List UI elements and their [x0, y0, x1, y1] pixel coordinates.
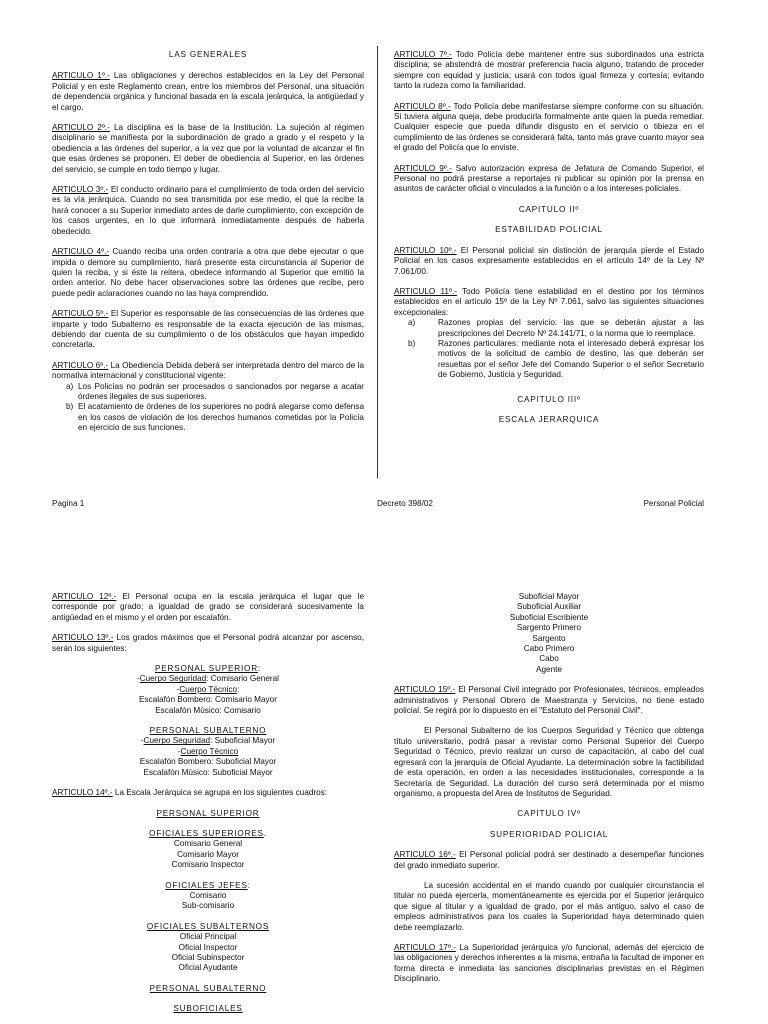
group-title-text: SUBOFICIALES	[173, 1004, 243, 1014]
article-heading: ARTICULO 16º.-	[394, 850, 456, 860]
article-11	[394, 287, 704, 318]
group-title	[52, 922, 364, 932]
article-9	[394, 164, 704, 195]
list-marker: a)	[66, 381, 74, 391]
block-title-text: PERSONAL SUBALTERNO	[149, 983, 267, 993]
rank-item: Sargento Primero	[516, 623, 582, 633]
article-6-list	[52, 382, 364, 434]
article-text: El conducto ordinario para el cumplimiento de toda orden del servicio es la vía jerárquica. Cuando no sea transmitida por ese medio, el que la recibe la hará conocer a su Superior inmediato antes de darle cumplimiento, con excepción de los casos urgentes, en lo que informará inmediatamente después de haberla obedecido.	[52, 185, 364, 236]
rank-line	[52, 674, 364, 684]
rank-item: Suboficial Mayor	[518, 592, 580, 601]
rank-item: Oficial Principal	[179, 932, 237, 942]
group-title-text: OFICIALES JEFES	[165, 880, 248, 890]
escala-jerarquica	[52, 809, 364, 1015]
article-text: Todo Policía debe manifestarse siempre conforme con su situación. Si tuviera alguna queja, debe producirla formalmente ante quien la pueda remediar. Cualquier especie que pueda difundir disgusto en el servicio o tibieza en el cumplimiento de las órdenes se considerará falta, tanto más grave cuanto mayor sea el grado del Policía que lo enviste.	[394, 101, 704, 153]
article-1	[52, 71, 364, 113]
article-text: El Superior es responsable de las consecuencias de las órdenes que imparte y todo Subalterno es responsable de la exacta ejecución de las mismas, debiendo dar cuenta de su cumplimiento o de los obstáculos que hayan impedido concretarla.	[52, 309, 364, 350]
rank-text: : Suboficial Mayor	[210, 736, 276, 746]
list-item	[52, 382, 364, 403]
block-title	[52, 809, 364, 819]
chapter-number: CAPITULO IIº	[518, 204, 580, 214]
list-text: Razones particulares: mediante nota el interesado deberá expresar los motivos de la solicitud de cambio de destino, las que deberán ser resueltas por el señor Jefe del Comando Superior o el señor Secretario de Gobierno, Justicia y Seguridad.	[438, 338, 704, 380]
article-text: El Personal policial sin distinción de jerarquía pierde el Estado Policial en los casos expresamente establecidos en el artículo 14º de la Ley Nº 7.061/00.	[394, 245, 705, 276]
article-4	[52, 247, 364, 299]
rank-item: Sargento	[532, 633, 566, 643]
rank-item: Suboficial Escribiente	[509, 612, 589, 622]
block-title	[52, 664, 364, 674]
list-item	[52, 402, 364, 433]
rank-line: Escalafón Bombero: Suboficial Mayor	[139, 757, 277, 767]
article-text: El Personal Civil integrado por Profesionales, técnicos, empleados administrativos y Personal Obrero de Maestranza y Servicios, no tiene estado policial. Se regirá por lo dispuesto en el "Estatuto del Personal Civil".	[394, 685, 704, 716]
rank-item: Comisario	[189, 890, 227, 900]
rank-item: Agente	[536, 664, 562, 674]
decree-label: Decreto 398/02	[377, 499, 433, 508]
article-heading: ARTICULO 14º.-	[52, 788, 113, 798]
article-heading: ARTICULO 6º.-	[52, 360, 109, 370]
list-text: Razones propias del servicio: las que se deberán ajustar a las prescripciones del Decreto Nº 24.141/71, o la norma que lo reemplace.	[438, 318, 704, 338]
page-footer	[52, 499, 704, 511]
article-5	[52, 309, 364, 351]
rank-text: : Comisario General	[206, 674, 279, 684]
column-divider	[377, 46, 378, 478]
article-heading: ARTICULO 2º.-	[52, 123, 110, 133]
group-title-text: OFICIALES SUPERIORES	[149, 828, 264, 838]
personal-subalterno-block	[52, 726, 364, 778]
page2-left-column	[52, 592, 364, 1015]
article-text: El Personal policial podrá ser destinado a desempeñar funciones del grado inmediato superior.	[394, 850, 704, 870]
article-15-paragraph-2: El Personal Subalterno de los Cuerpos Seguridad y Técnico que obtenga título universitario, podrá pasar a revistar como Personal Superior del Cuerpo Seguridad o Técnico, previo realizar un curso de capacitación, al cabo del cual egresará con la jerarquía de Oficial Ayudante. La determinación sobre la factibilidad de esta operación, en orden a las necesidades institucionales, corresponde a la Secretaría de Seguridad. La duración del curso será determinada por el mismo organismo, a propuesta del Area de Institutos de Seguridad.	[394, 726, 704, 798]
article-text: La Escala Jerárquica se agrupa en los siguientes cuadros:	[112, 788, 327, 798]
article-heading: ARTICULO 10º.-	[394, 245, 457, 255]
rank-item: Cabo Primero	[523, 644, 575, 654]
block-title-text: PERSONAL SUBALTERNO	[149, 726, 267, 736]
list-text: El acatamiento de órdenes de los superiores no podrá alegarse como defensa en los casos de violación de los derechos humanos cometidas por la Policía en ejercicio de sus funciones.	[78, 402, 364, 433]
article-3	[52, 185, 364, 237]
article-text: Cuando reciba una orden contraria a otra que debe ejecutar o que impida o demore su cumplimiento, hará presente esta circunstancia al Superior de quien la reciba, y si éste la reitera, obedece informando al Superior que emitió la orden anterior. No debe hacer observaciones sobre las órdenes que recibe, pero puede pedir aclaraciones cuando no las haya comprendido.	[52, 247, 364, 298]
block-title	[52, 984, 364, 994]
article-heading: ARTICULO 12º.-	[52, 592, 117, 601]
page-number: Pagina 1	[52, 499, 85, 508]
corps-name: Cuerpo Técnico	[180, 746, 239, 756]
article-16	[394, 850, 704, 871]
block-title-text: PERSONAL SUPERIOR	[156, 808, 260, 818]
corps-name: Cuerpo Técnico	[179, 684, 238, 694]
rank-item: Suboficial Auxiliar	[516, 602, 582, 612]
rank-text: :	[237, 684, 240, 694]
article-16-paragraph-2: La sucesión accidental en el mando cuando por cualquier circunstancia el titular no pueda ejercerla, momentáneamente es ejercida por el Superior jerárquico que sigue al titular y a igualdad de grado, por el más antiguo, salvo el caso de empleos administrativos para los cuales la Superioridad haya determinado quien debe reemplazarlo.	[394, 880, 704, 932]
article-heading: ARTICULO 1º.-	[52, 71, 110, 81]
article-text: La Obediencia Debida deberá ser interpretada dentro del marco de la normativa internacional y constitucional vigente:	[52, 360, 364, 381]
group-title	[52, 881, 364, 891]
group-title	[52, 829, 364, 839]
page1-left-column	[52, 50, 364, 444]
chapter-title: ESTABILIDAD POLICIAL	[495, 225, 603, 235]
article-text: La disciplina es la base de la Institución. La sujeción al régimen disciplinario se manifiesta por la subordinación de grado a grado y el respeto y la obediencia a las órdenes del superior, a la vez que por la voluntad de alcanzar el fin que esas órdenes se proponen. El deber de obediencia al Superior, en las órdenes del servicio, se cumple en todo tiempo y lugar.	[52, 123, 364, 174]
group-title-punct: .	[263, 828, 267, 838]
rank-item: Sub-comisario	[181, 901, 235, 911]
article-14	[52, 788, 364, 798]
article-heading: ARTICULO 8º.-	[394, 101, 451, 111]
rank-item: Comisario Inspector	[171, 860, 245, 870]
page2-right-column	[394, 592, 704, 995]
article-6	[52, 361, 364, 382]
group-title	[52, 1004, 364, 1014]
article-heading: ARTICULO 9º.-	[394, 163, 452, 173]
article-17	[394, 943, 704, 985]
article-heading: ARTICULO 5º.-	[52, 309, 109, 319]
group-title-text: OFICIALES SUBALTERNOS	[146, 921, 270, 931]
rank-line	[52, 747, 364, 757]
article-7	[394, 50, 704, 92]
chapter-title: ESCALA JERARQUICA	[498, 414, 600, 424]
list-item	[394, 318, 704, 339]
article-text: El Personal ocupa en la escala jerárquica el lugar que le corresponde por grado; a igualdad de grado se considerará sucesivamente la antigüedad en el mismo y el orden por escalafón.	[52, 592, 365, 622]
article-heading: ARTICULO 15º.-	[394, 685, 456, 695]
rank-line: Escalafón Músico: Suboficial Mayor	[143, 767, 273, 777]
article-heading: ARTICULO 11º.-	[394, 286, 457, 296]
list-item	[394, 339, 704, 381]
article-text: Todo Policía debe mantener entre sus subordinados una estricta disciplina; se abstendrá de mostrar preferencia hacia alguno, tratando de proceder siempre con equidad y justicia; usará con todos igual firmeza y cortesía; evitando tanto la rudeza como la familiaridad.	[394, 50, 704, 91]
article-12	[52, 592, 364, 623]
personal-superior-block	[52, 664, 364, 716]
section-title: LAS GENERALES	[168, 50, 248, 59]
group-title-punct: :	[247, 880, 251, 890]
suboficiales-ranks	[394, 592, 704, 675]
list-marker: b)	[66, 402, 74, 412]
rank-item: Oficial Subinspector	[171, 952, 245, 962]
article-heading: ARTICULO 7º.-	[394, 50, 452, 59]
article-text: Las obligaciones y derechos establecidos en la Ley del Personal Policial y en este Reglamento crean, entre los miembros del Personal, una situación de dependencia orgánica y funcional basada en la escala jerárquica, la antigüedad y el cargo.	[52, 71, 364, 112]
dash: -	[136, 674, 140, 684]
list-text: Los Policías no podrán ser procesados o sancionados por negarse a acatar órdenes ilegales de sus superiores.	[78, 381, 364, 401]
corps-name: Cuerpo Seguridad	[143, 736, 211, 746]
article-10	[394, 246, 704, 277]
document-page-2	[0, 540, 768, 1024]
chapter-title: SUPERIORIDAD POLICIAL	[489, 829, 609, 839]
article-2	[52, 123, 364, 175]
article-text: Todo Policía tiene estabilidad en el destino por los términos establecidos en el artículo 15º de la Ley Nº 7.061, salvo las siguientes situaciones excepcionales:	[394, 286, 705, 317]
article-15	[394, 685, 704, 716]
corps-name: Cuerpo Seguridad	[139, 674, 207, 684]
dash: -	[176, 684, 180, 694]
rank-line: Escalafón Bombero: Comisario Mayor	[139, 695, 277, 705]
rank-line: Escalafón Músico: Comisario	[155, 705, 261, 715]
rank-item: Oficial Ayudante	[178, 963, 238, 973]
rank-line	[52, 685, 364, 695]
article-text: La Superioridad jerárquica y/o funcional, además del ejercicio de las obligaciones y derechos inherentes a la misma, entraña la facultad de imponer en forma directa e inmediata las sanciones disciplinarias previstas en el Régimen Disciplinario.	[394, 942, 705, 984]
rank-item: Cabo	[539, 654, 559, 664]
rank-line	[52, 736, 364, 746]
article-heading: ARTICULO 3º.-	[52, 185, 109, 195]
article-13	[52, 633, 364, 654]
article-8	[394, 102, 704, 154]
list-marker: b)	[408, 338, 416, 348]
rank-item: Comisario Mayor	[177, 849, 239, 859]
block-title-text: PERSONAL SUPERIOR	[154, 664, 258, 674]
rank-item: Oficial Inspector	[178, 942, 238, 952]
page1-right-column	[394, 50, 704, 425]
article-heading: ARTICULO 17º.-	[394, 942, 456, 952]
block-title-punct: :	[257, 664, 261, 674]
dash: -	[140, 736, 144, 746]
article-11-list	[394, 318, 704, 380]
rank-item: Comisario General	[173, 839, 243, 849]
subject-label: Personal Policial	[643, 499, 704, 508]
block-title	[52, 726, 364, 736]
article-text: Salvo autorización expresa de Jefatura de Comando Superior, el Personal no podrá prestarse a reportajes ni publicar su opinión por la prensa en asuntos de carácter oficial o vinculados a la función o a los intereses policiales.	[394, 163, 704, 194]
article-heading: ARTICULO 13º.-	[52, 633, 114, 643]
article-heading: ARTICULO 4º.-	[52, 247, 110, 257]
chapter-number: CAPITULO IVº	[517, 809, 581, 819]
list-marker: a)	[408, 318, 416, 328]
dash: -	[177, 746, 181, 756]
article-text: Los grados máximos que el Personal podrá alcanzar por ascenso, serán los siguientes:	[52, 633, 365, 653]
chapter-number: CAPITULO IIIº	[517, 394, 581, 404]
